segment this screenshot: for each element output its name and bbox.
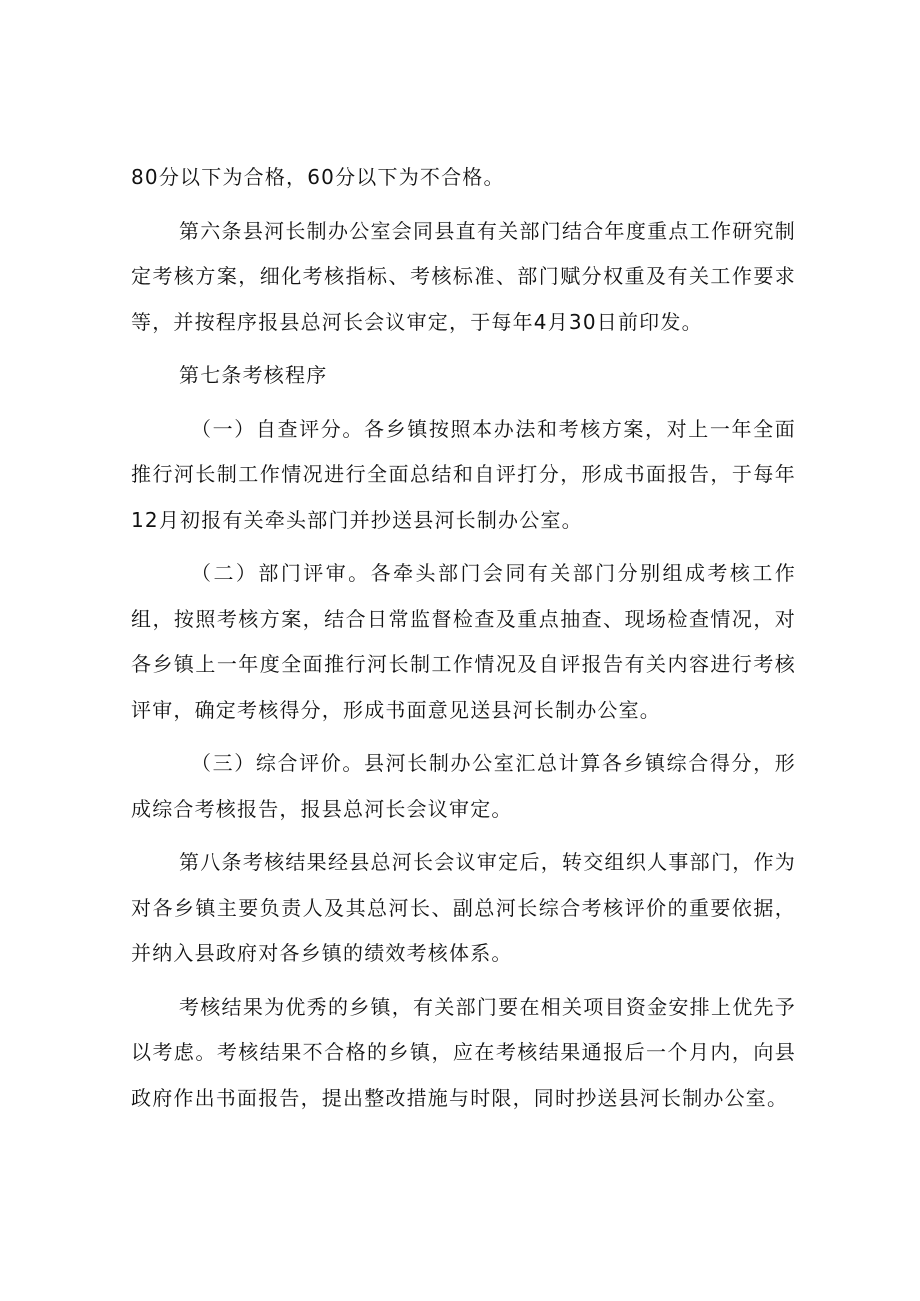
paragraph-department-review: （二）部门评审。各牵头部门会同有关部门分别组成考核工作组，按照考核方案，结合日常监督检查及重点抽查、现场检查情况，对各乡镇上一年度全面推行河长制工作情况及自评报告有关内容进行考核评审，确定考核得分，形成书面意见送县河长制办公室。	[131, 561, 796, 722]
document-body	[131, 155, 796, 1121]
paragraph-score-threshold: 80分以下为合格，60分以下为不合格。	[131, 165, 505, 189]
paragraph-comprehensive-evaluation: （三）综合评价。县河长制办公室汇总计算各乡镇综合得分，形成综合考核报告，报县总河长会议审定。	[131, 751, 796, 821]
paragraph-result-handling: 考核结果为优秀的乡镇，有关部门要在相关项目资金安排上优先予以考虑。考核结果不合格的乡镇，应在考核结果通报后一个月内，向县政府作出书面报告，提出整改措施与时限，同时抄送县河长制办公室。	[131, 994, 796, 1110]
paragraph-article-7-heading: 第七条考核程序	[179, 363, 328, 387]
paragraph-article-6: 第六条县河长制办公室会同县直有关部门结合年度重点工作研究制定考核方案，细化考核指标、考核标准、部门赋分权重及有关工作要求等，并按程序报县总河长会议审定，于每年4月30日前印发。	[131, 218, 796, 334]
paragraph-article-8: 第八条考核结果经县总河长会议审定后，转交组织人事部门，作为对各乡镇主要负责人及其总河长、副总河长综合考核评价的重要依据，并纳入县政府对各乡镇的绩效考核体系。	[131, 850, 796, 965]
paragraph-self-assessment: （一）自查评分。各乡镇按照本办法和考核方案，对上一年全面推行河长制工作情况进行全面总结和自评打分，形成书面报告，于每年12月初报有关牵头部门并抄送县河长制办公室。	[131, 416, 796, 532]
